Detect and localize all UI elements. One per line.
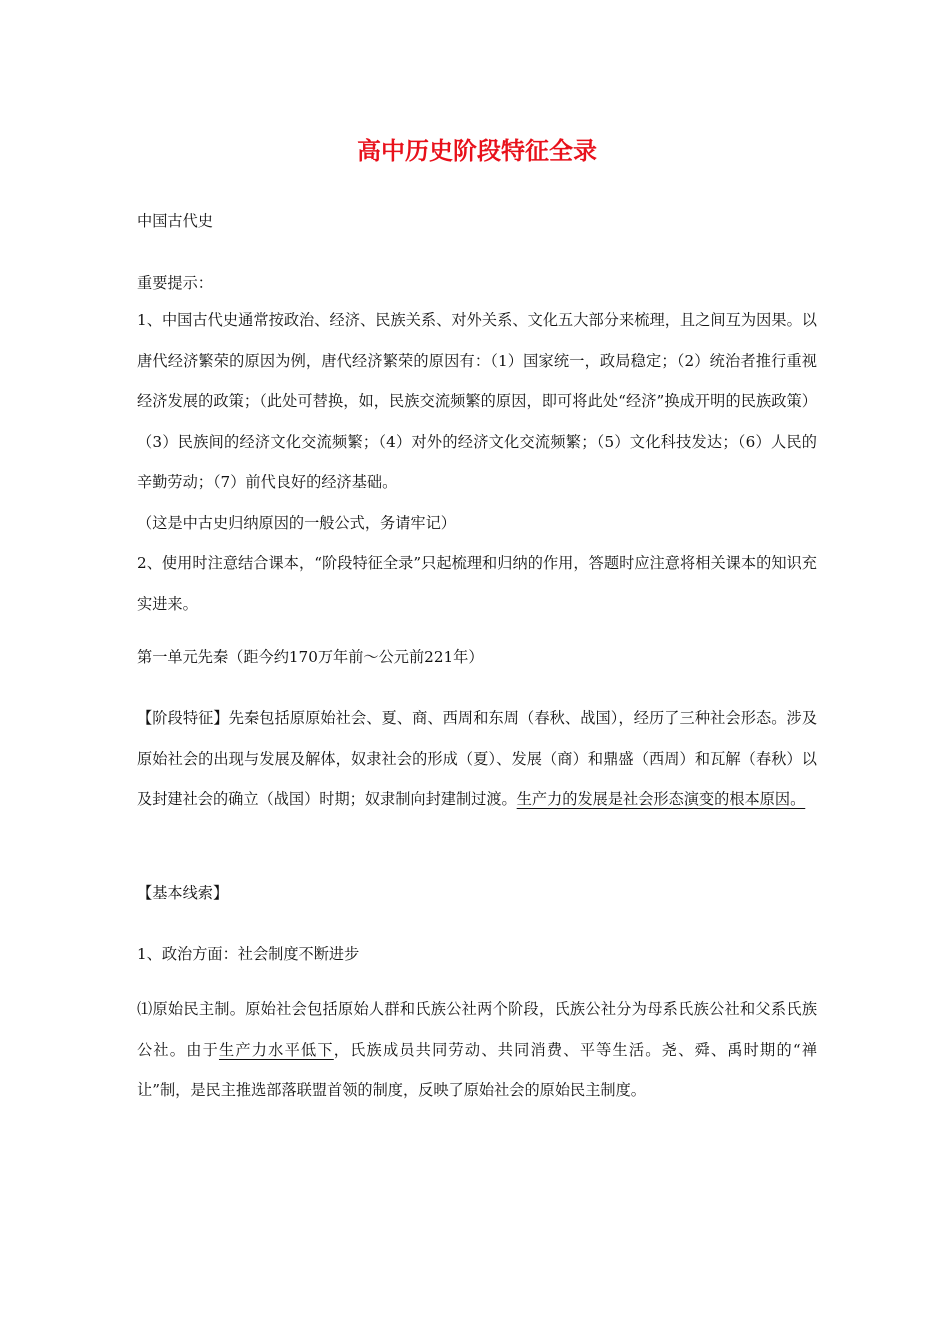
stage-feature-text: 先秦包括原原始社会、夏、商、西周和东周（春秋、战国），经历了三种社会形态。涉及原始社会的出现与发展及解体，奴隶社会的形成（夏）、发展（商）和鼎盛（西周）和瓦解（春秋）以及封建社会的确立（战国）时期；奴隶制向封建制过渡。: [137, 709, 818, 808]
basic-clue-label: 【基本线索】: [137, 884, 229, 902]
tips-paragraph-1: 1、中国古代史通常按政治、经济、民族关系、对外关系、文化五大部分来梳理，且之间互为因果。以唐代经济繁荣的原因为例，唐代经济繁荣的原因有：（1）国家统一，政局稳定；（2）统治者推行重视经济发展的政策；（此处可替换，如，民族交流频繁的原因，即可将此处“经济”换成开明的民族政策）（3）民族间的经济文化交流频繁；（4）对外的经济文化交流频繁；（5）文化科技发达；（6）人民的辛勤劳动；（7）前代良好的经济基础。: [137, 311, 817, 491]
primitive-democracy-paragraph: [137, 989, 817, 1111]
document-title: 高中历史阶段特征全录: [357, 137, 597, 165]
primitive-text-a: ⑴原始民主制。原始社会包括原始人群和氏族公社两个阶段，氏族公社分为母系氏族公社和父系氏族公社。由于: [137, 1000, 817, 1059]
unit-title: 第一单元先秦（距今约170万年前～公元前221年）: [137, 648, 484, 666]
stage-feature-label: 【阶段特征】: [137, 709, 229, 727]
tips-heading: 重要提示：: [137, 274, 213, 292]
stage-feature-underlined: 生产力的发展是社会形态演变的根本原因。: [516, 790, 806, 808]
primitive-underlined: 生产力水平低下: [218, 1040, 334, 1059]
tips-paragraph-2: 2、使用时注意结合课本，“阶段特征全录”只起梳理和归纳的作用，答题时应注意将相关课本的知识充实进来。: [137, 554, 817, 613]
politics-heading: 1、政治方面：社会制度不断进步: [137, 945, 360, 963]
section-heading: 中国古代史: [137, 212, 213, 230]
stage-feature-paragraph: [137, 698, 817, 820]
tips-paragraph-1-note: （这是中古史归纳原因的一般公式，务请牢记）: [137, 514, 456, 532]
primitive-text-b: ，氏族成员共同劳动、共同消费、平等生活。尧、舜、禹时期的“禅让”制，是民主推选部落联盟首领的制度，反映了原始社会的原始民主制度。: [137, 1040, 818, 1099]
